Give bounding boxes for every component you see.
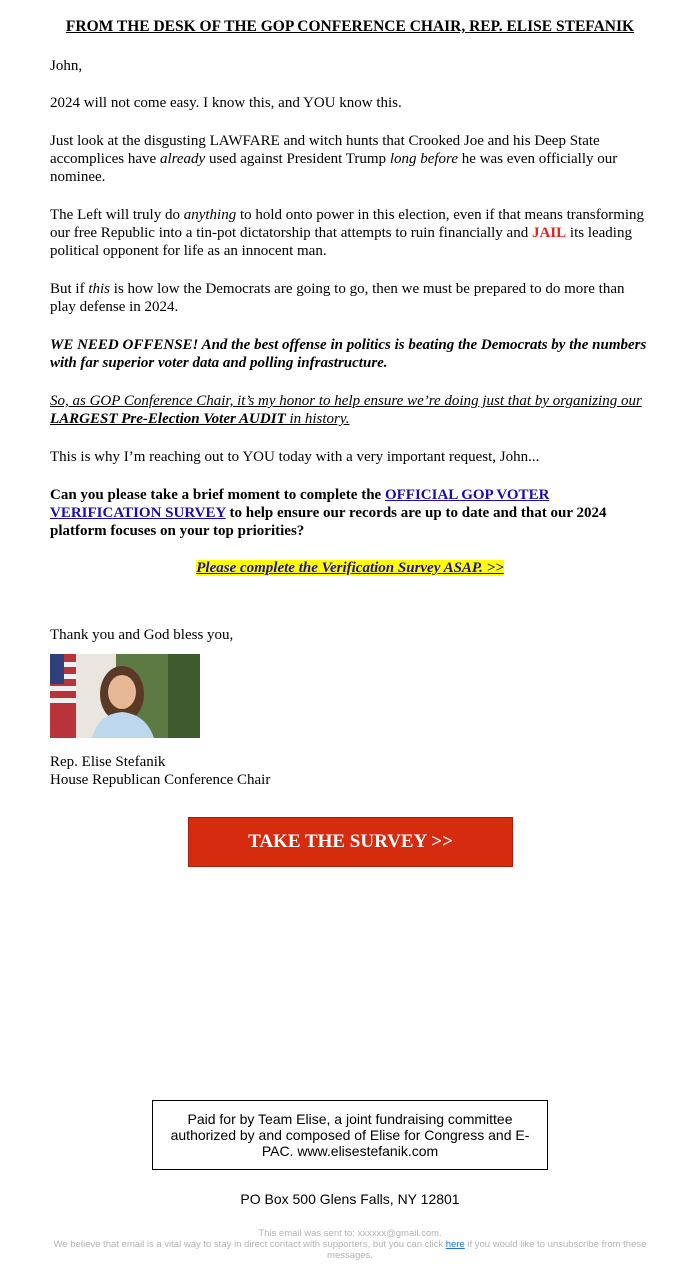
sent-to-line: This email was sent to: xxxxxx@gmail.com. [258, 1228, 442, 1239]
paragraph-2: Just look at the disgusting LAWFARE and witch hunts that Crooked Joe and his Deep State accomplices have already used against President Trump long before he was even officially our nominee. [50, 133, 618, 185]
paragraph-1: 2024 will not come easy. I know this, and YOU know this. [50, 95, 402, 111]
mailing-address: PO Box 500 Glens Falls, NY 12801 [240, 1191, 460, 1207]
unsubscribe-line: We believe that email is a vital way to stay in direct contact with supporters, but you can click here if you would like to unsubscribe from these messages. [53, 1239, 647, 1261]
unsubscribe-link[interactable]: here [445, 1239, 465, 1250]
paragraph-3: The Left will truly do anything to hold onto power in this election, even if that means transforming our free Republic into a tin-pot dictatorship that attempts to ruin financially and JAIL its leading political opponent for life as an innocent man. [50, 207, 645, 259]
paid-for-disclaimer: Paid for by Team Elise, a joint fundraising committee authorized by and composed of Elise for Congress and E-PAC. www.elisestefanik.com [152, 1100, 548, 1170]
take-survey-button[interactable]: TAKE THE SURVEY >> [188, 817, 513, 867]
paragraph-4: But if this is how low the Democrats are going to go, then we must be prepared to do more than play defense in 2024. [50, 281, 625, 315]
footer-notice [40, 1228, 660, 1261]
cta-link-wrapper [0, 559, 700, 577]
paragraph-6: So, as GOP Conference Chair, it’s my honor to help ensure we’re doing just that by organizing our LARGEST Pre-Election Voter AUDIT in history. [50, 393, 642, 427]
jail-emphasis: JAIL [531, 225, 567, 241]
portrait-photo [50, 654, 200, 738]
complete-survey-link[interactable]: Please complete the Verification Survey ASAP. >> [196, 560, 504, 576]
paragraph-7: This is why I’m reaching out to YOU today with a very important request, John... [50, 449, 540, 465]
signoff: Thank you and God bless you, [50, 627, 234, 643]
signature-name: Rep. Elise Stefanik [50, 754, 166, 770]
page-title: FROM THE DESK OF THE GOP CONFERENCE CHAIR, REP. ELISE STEFANIK [65, 18, 635, 35]
verification-survey-link[interactable]: OFFICIAL GOP VOTER VERIFICATION SURVEY [50, 487, 550, 521]
signature-title: House Republican Conference Chair [50, 772, 271, 788]
greeting: John, [50, 58, 83, 74]
portrait-image [50, 654, 200, 738]
paragraph-5: WE NEED OFFENSE! And the best offense in politics is beating the Democrats by the numbers with far superior voter data and polling infrastructure. [50, 337, 647, 371]
paragraph-8: Can you please take a brief moment to complete the OFFICIAL GOP VOTER VERIFICATION SURVEY to help ensure our records are up to date and that our 2024 platform focuses on your top priorities? [50, 487, 607, 539]
